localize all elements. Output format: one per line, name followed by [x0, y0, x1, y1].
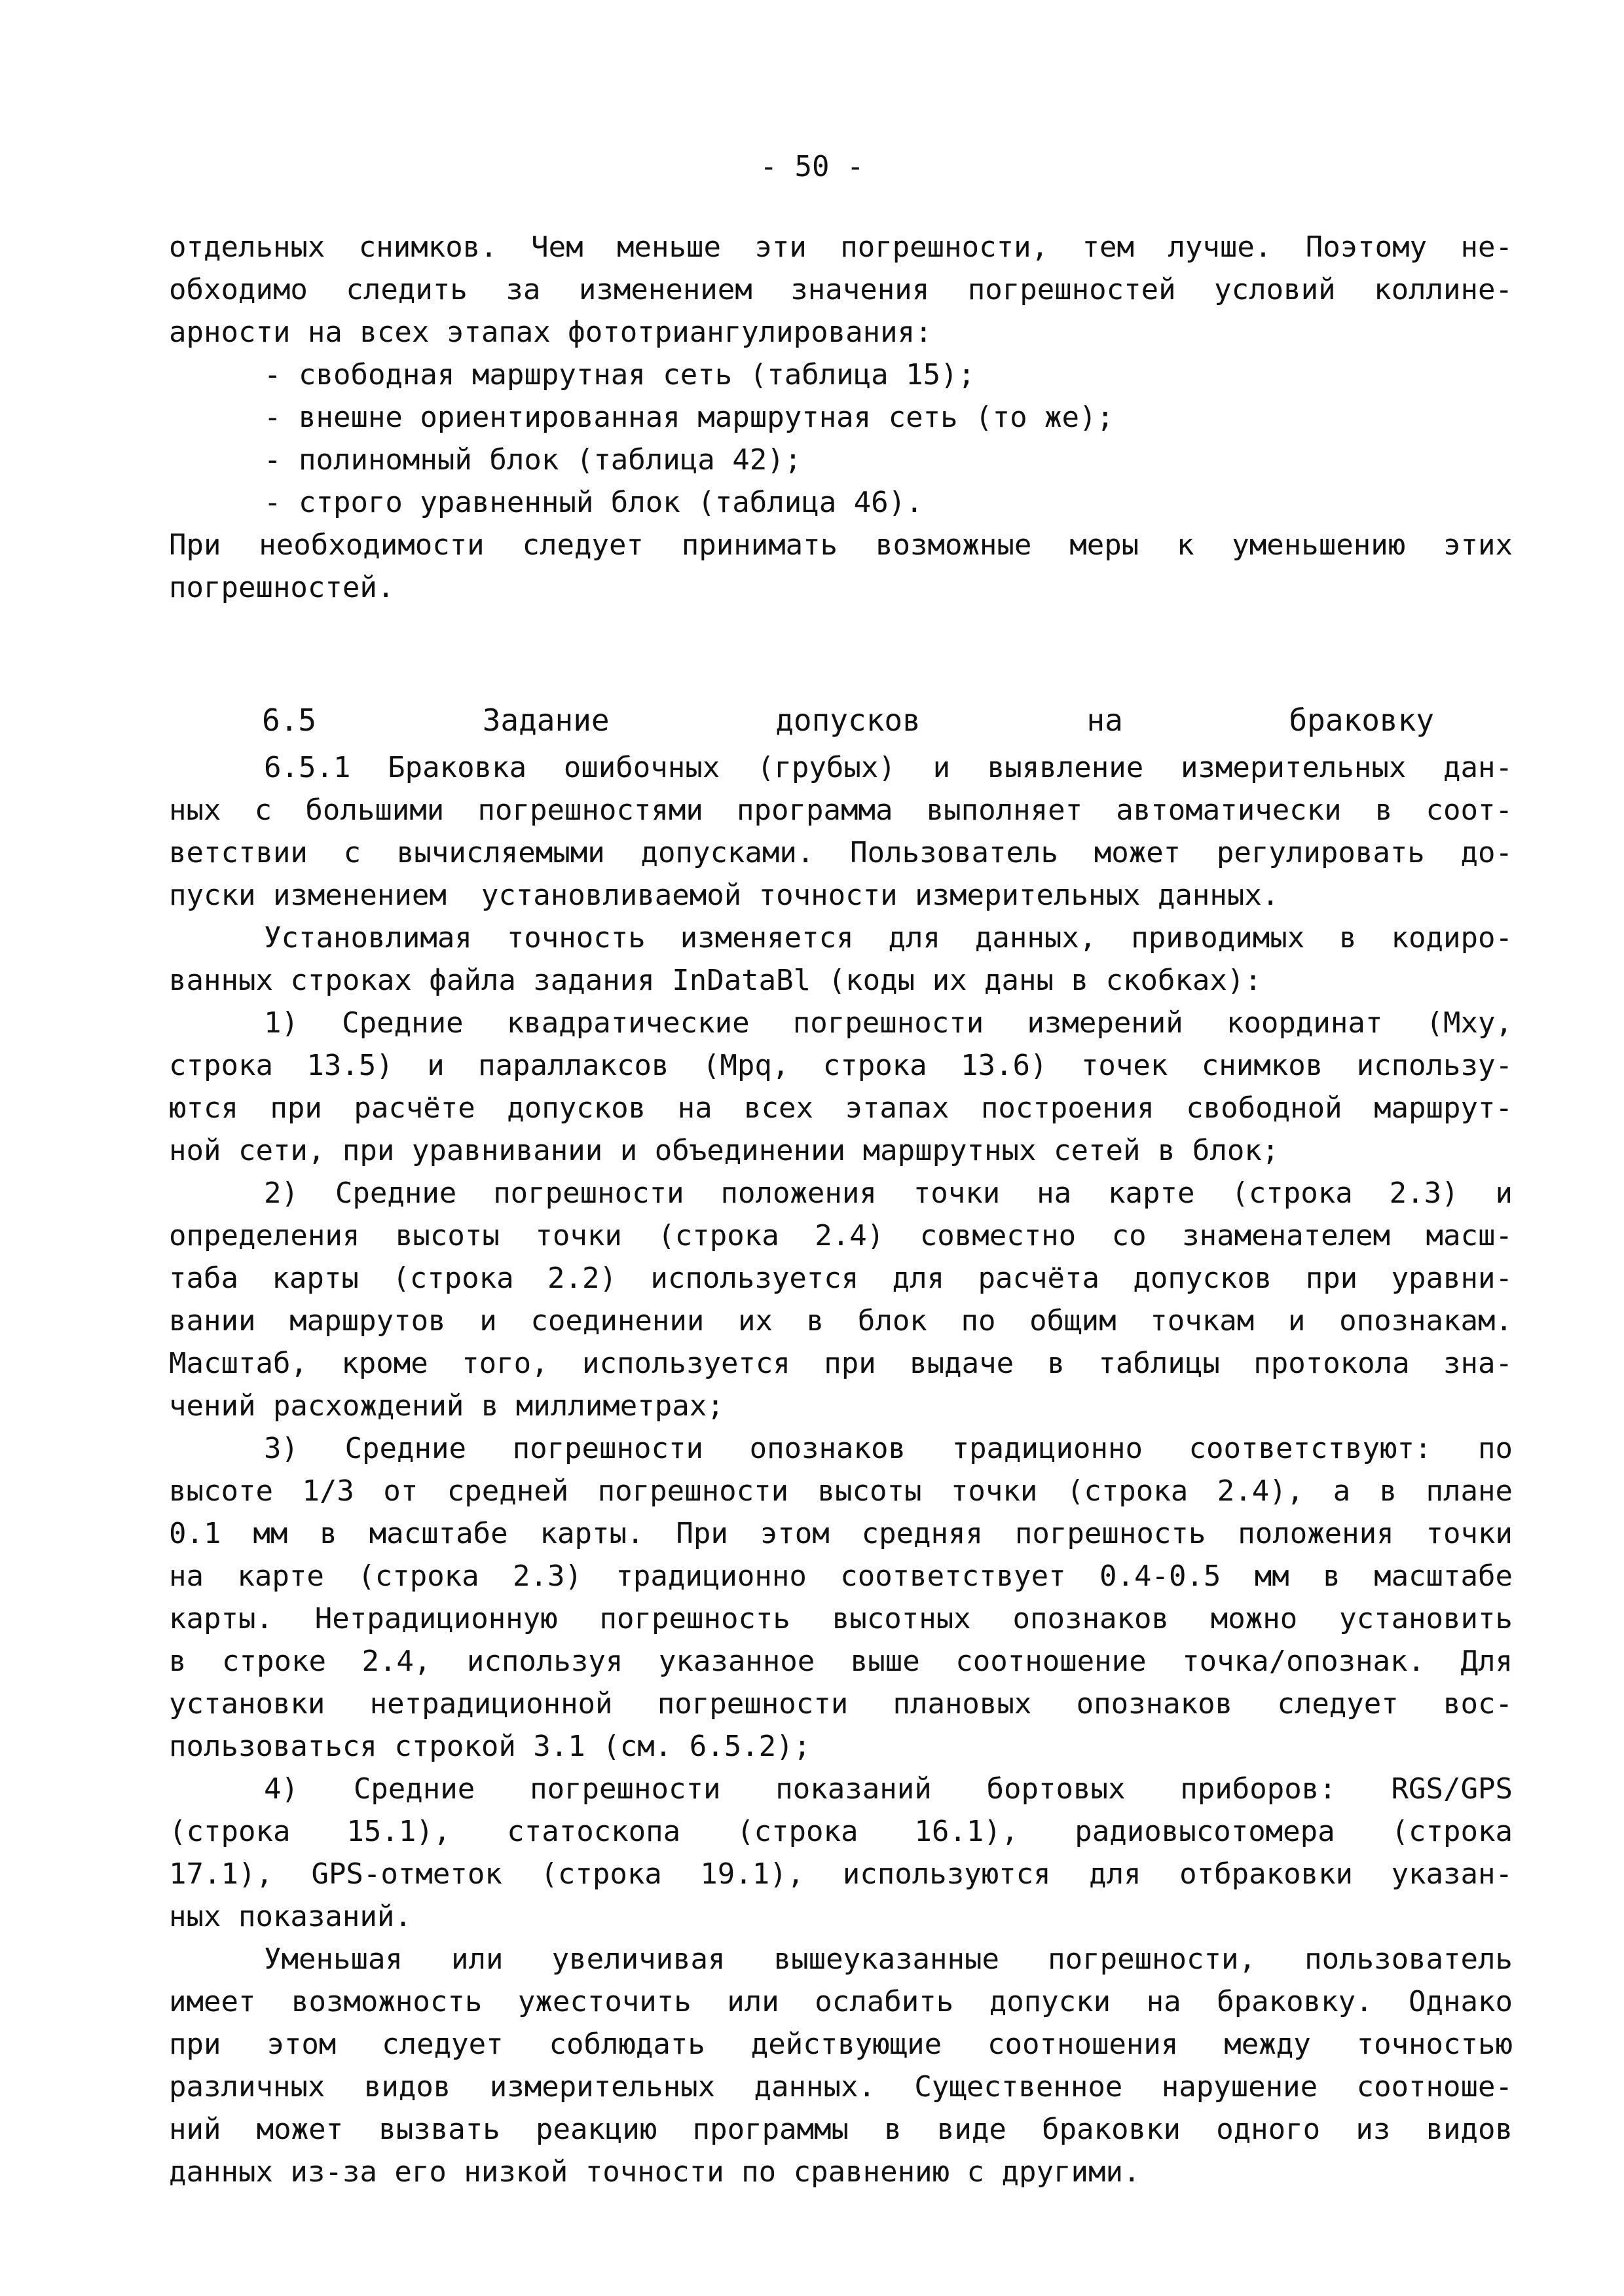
list-item: - свободная маршрутная сеть (таблица 15); [264, 358, 976, 392]
body-line: 3) Средние погрешности опознаков традиционно соответствуют: по [264, 1432, 1513, 1465]
body-line: 4) Средние погрешности показаний бортовых приборов: RGS/GPS [264, 1772, 1513, 1806]
body-line: в строке 2.4, используя указанное выше соотношение точка/опознак. Для [169, 1645, 1513, 1678]
body-line: на карте (строка 2.3) традиционно соответствует 0.4-0.5 мм в масштабе [169, 1559, 1513, 1593]
body-line: установки нетрадиционной погрешности плановых опознаков следует вос- [169, 1687, 1513, 1721]
body-line: чений расхождений в миллиметрах; [169, 1389, 724, 1423]
body-line: ний может вызвать реакцию программы в виде браковки одного из видов [169, 2113, 1513, 2146]
body-line: ются при расчёте допусков на всех этапах построения свободной маршрут- [169, 1091, 1513, 1125]
body-line: карты. Нетрадиционную погрешность высотных опознаков можно установить [169, 1602, 1513, 1635]
page-number: - 50 - [760, 150, 864, 183]
body-line: 2) Средние погрешности положения точки на карте (строка 2.3) и [264, 1176, 1513, 1210]
body-line: пуски изменением установливаемой точности измерительных данных. [169, 879, 1280, 912]
list-item: - внешне ориентированная маршрутная сеть (то же); [264, 401, 1115, 434]
body-line: Уменьшая или увеличивая вышеуказанные погрешности, пользователь [264, 1942, 1513, 1976]
body-line: пользоваться строкой 3.1 (см. 6.5.2); [169, 1730, 811, 1763]
body-line: 17.1), GPS-отметок (строка 19.1), используются для отбраковки указан- [169, 1857, 1513, 1891]
body-line: Масштаб, кроме того, используется при выдаче в таблицы протокола зна- [169, 1347, 1513, 1380]
section-heading [262, 701, 1434, 743]
body-line: (строка 15.1), статоскопа (строка 16.1), радиовысотомера (строка [169, 1815, 1513, 1848]
body-line: строка 13.5) и параллаксов (Mpq, строка 13.6) точек снимков использу- [169, 1049, 1513, 1082]
body-line: различных видов измерительных данных. Существенное нарушение соотноше- [169, 2070, 1513, 2104]
body-line: ветствии с вычисляемыми допусками. Пользователь может регулировать до- [169, 836, 1513, 869]
body-line: при этом следует соблюдать действующие соотношения между точностью [169, 2028, 1513, 2061]
body-line: ных с большими погрешностями программа выполняет автоматически в соот- [169, 793, 1513, 827]
body-line: ванных строках файла задания InDataBl (коды их даны в скобках): [169, 964, 1262, 997]
paragraph-line: При необходимости следует принимать возможные меры к уменьшению этих [169, 528, 1513, 562]
paragraph-line: обходимо следить за изменением значения погрешностей условий коллине- [169, 273, 1513, 306]
body-line: таба карты (строка 2.2) используется для расчёта допусков при уравни- [169, 1262, 1513, 1295]
intro-paragraph [169, 226, 1513, 609]
list-item: - полиномный блок (таблица 42); [264, 443, 802, 477]
body-line: ных показаний. [169, 1900, 412, 1933]
list-item: - строго уравненный блок (таблица 46). [264, 486, 923, 519]
body-line: данных из-за его низкой точности по сравнению с другими. [169, 2155, 1141, 2189]
paragraph-line: погрешностей. [169, 571, 395, 604]
paragraph-line: отдельных снимков. Чем меньше эти погрешности, тем лучше. Поэтому не- [169, 230, 1513, 264]
section-heading-text: 6.5 Задание допусков на браковку [262, 702, 1434, 738]
body-line: 1) Средние квадратические погрешности измерений координат (Mxy, [264, 1006, 1513, 1040]
paragraph-line: арности на всех этапах фототриангулирования: [169, 316, 932, 349]
body-line: имеет возможность ужесточить или ослабить допуски на браковку. Однако [169, 1985, 1513, 2018]
body-line: Установлимая точность изменяется для данных, приводимых в кодиро- [264, 921, 1513, 955]
section-body [169, 746, 1513, 2193]
body-line: вании маршрутов и соединении их в блок по общим точкам и опознакам. [169, 1304, 1513, 1338]
body-line: высоте 1/3 от средней погрешности высоты точки (строка 2.4), а в плане [169, 1474, 1513, 1508]
body-line: ной сети, при уравнивании и объединении маршрутных сетей в блок; [169, 1134, 1280, 1167]
body-line: 0.1 мм в масштабе карты. При этом средняя погрешность положения точки [169, 1517, 1513, 1550]
body-line: 6.5.1 Браковка ошибочных (грубых) и выявление измерительных дан- [264, 751, 1513, 784]
body-line: определения высоты точки (строка 2.4) совместно со знаменателем масш- [169, 1219, 1513, 1252]
